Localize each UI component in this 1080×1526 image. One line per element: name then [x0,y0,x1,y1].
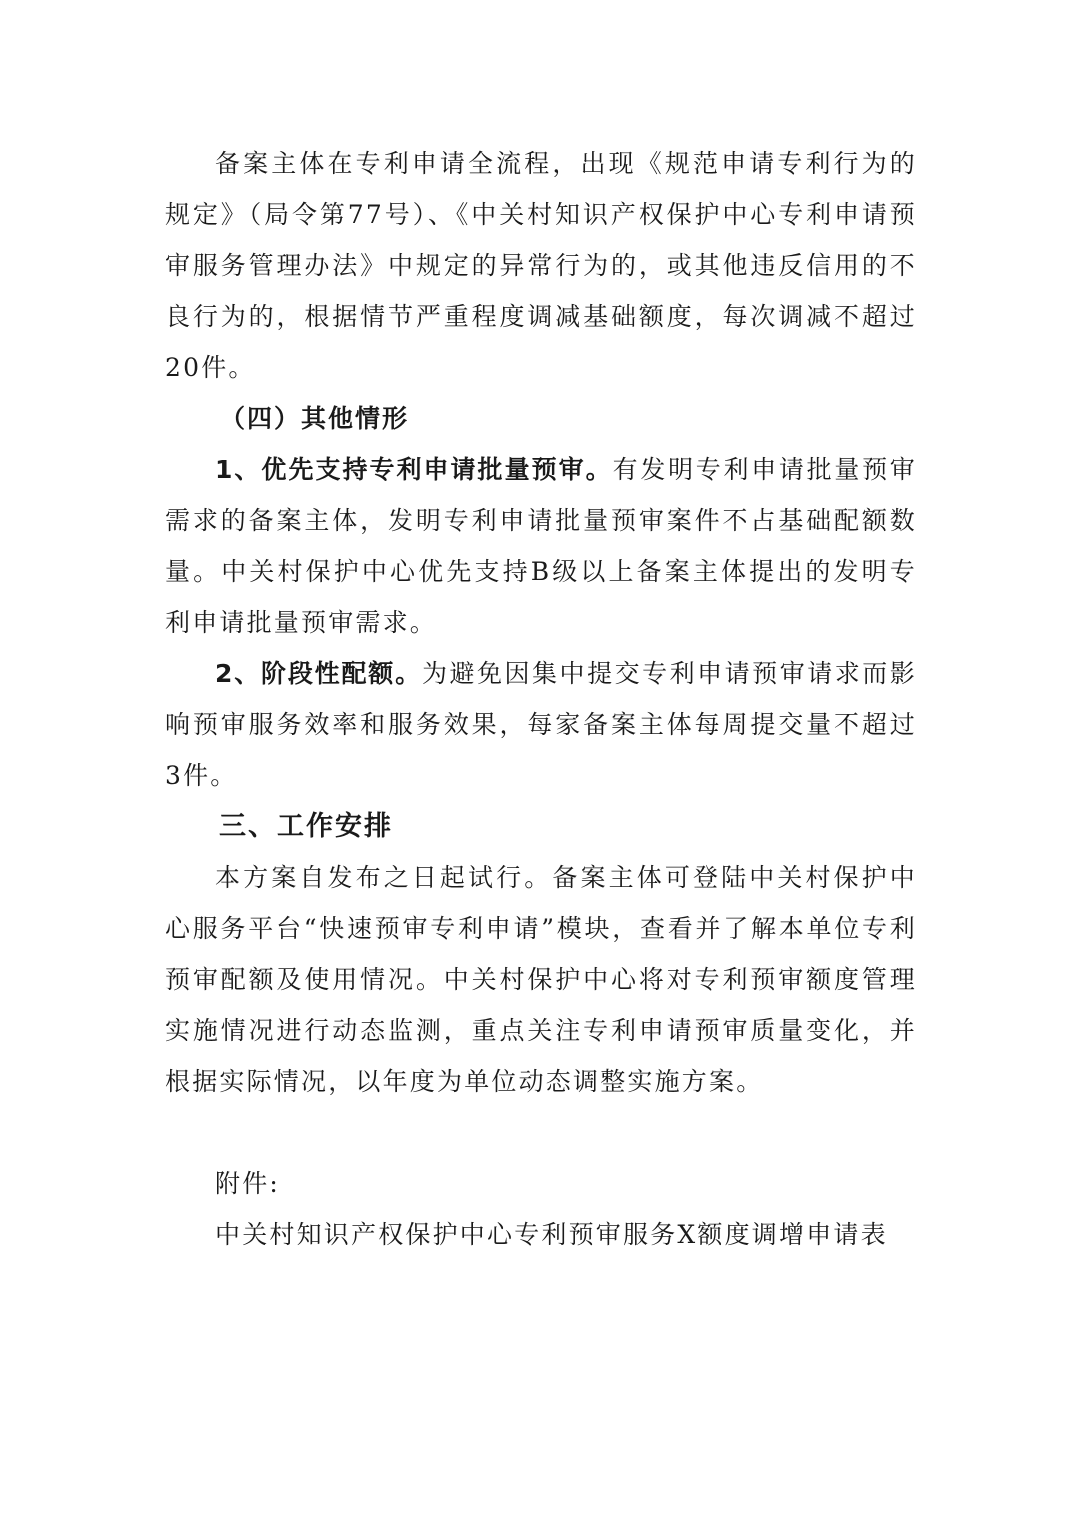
item-batch-review [165,444,917,648]
attachment-title: 中关村知识产权保护中心专利预审服务X额度调增申请表 [215,1220,888,1249]
blank-line [165,1107,917,1158]
item-batch-review-title: 1、优先支持专利申请批量预审。 [215,455,613,484]
item-phased-quota-body: 为避免因集中提交专利申请预审请求而影响预审服务效率和服务效果，每家备案主体每周提交量不超过3件。 [165,659,917,790]
section-heading-work: 三、工作安排 [219,811,393,842]
item-batch-review-body: 有发明专利申请批量预审需求的备案主体，发明专利申请批量预审案件不占基础配额数量。中关村保护中心优先支持B级以上备案主体提出的发明专利申请批量预审需求。 [165,455,917,637]
item-phased-quota-title: 2、阶段性配额。 [215,659,422,688]
paragraph-abnormal-behavior: 备案主体在专利申请全流程，出现《规范申请专利行为的规定》（局令第77号）、《中关村知识产权保护中心专利申请预审服务管理办法》中规定的异常行为的，或其他违反信用的不良行为的，根据情节严重程度调减基础额度，每次调减不超过20件。 [165,149,917,382]
section-heading-other: （四）其他情形 [220,404,410,433]
attachment-label: 附件: [215,1169,281,1198]
item-phased-quota [165,648,917,801]
paragraph-work-arrangement: 本方案自发布之日起试行。备案主体可登陆中关村保护中心服务平台“快速预审专利申请”模块，查看并了解本单位专利预审配额及使用情况。中关村保护中心将对专利预审额度管理实施情况进行动态监测，重点关注专利申请预审质量变化，并根据实际情况，以年度为单位动态调整实施方案。 [165,863,917,1096]
document-body [165,138,917,1260]
